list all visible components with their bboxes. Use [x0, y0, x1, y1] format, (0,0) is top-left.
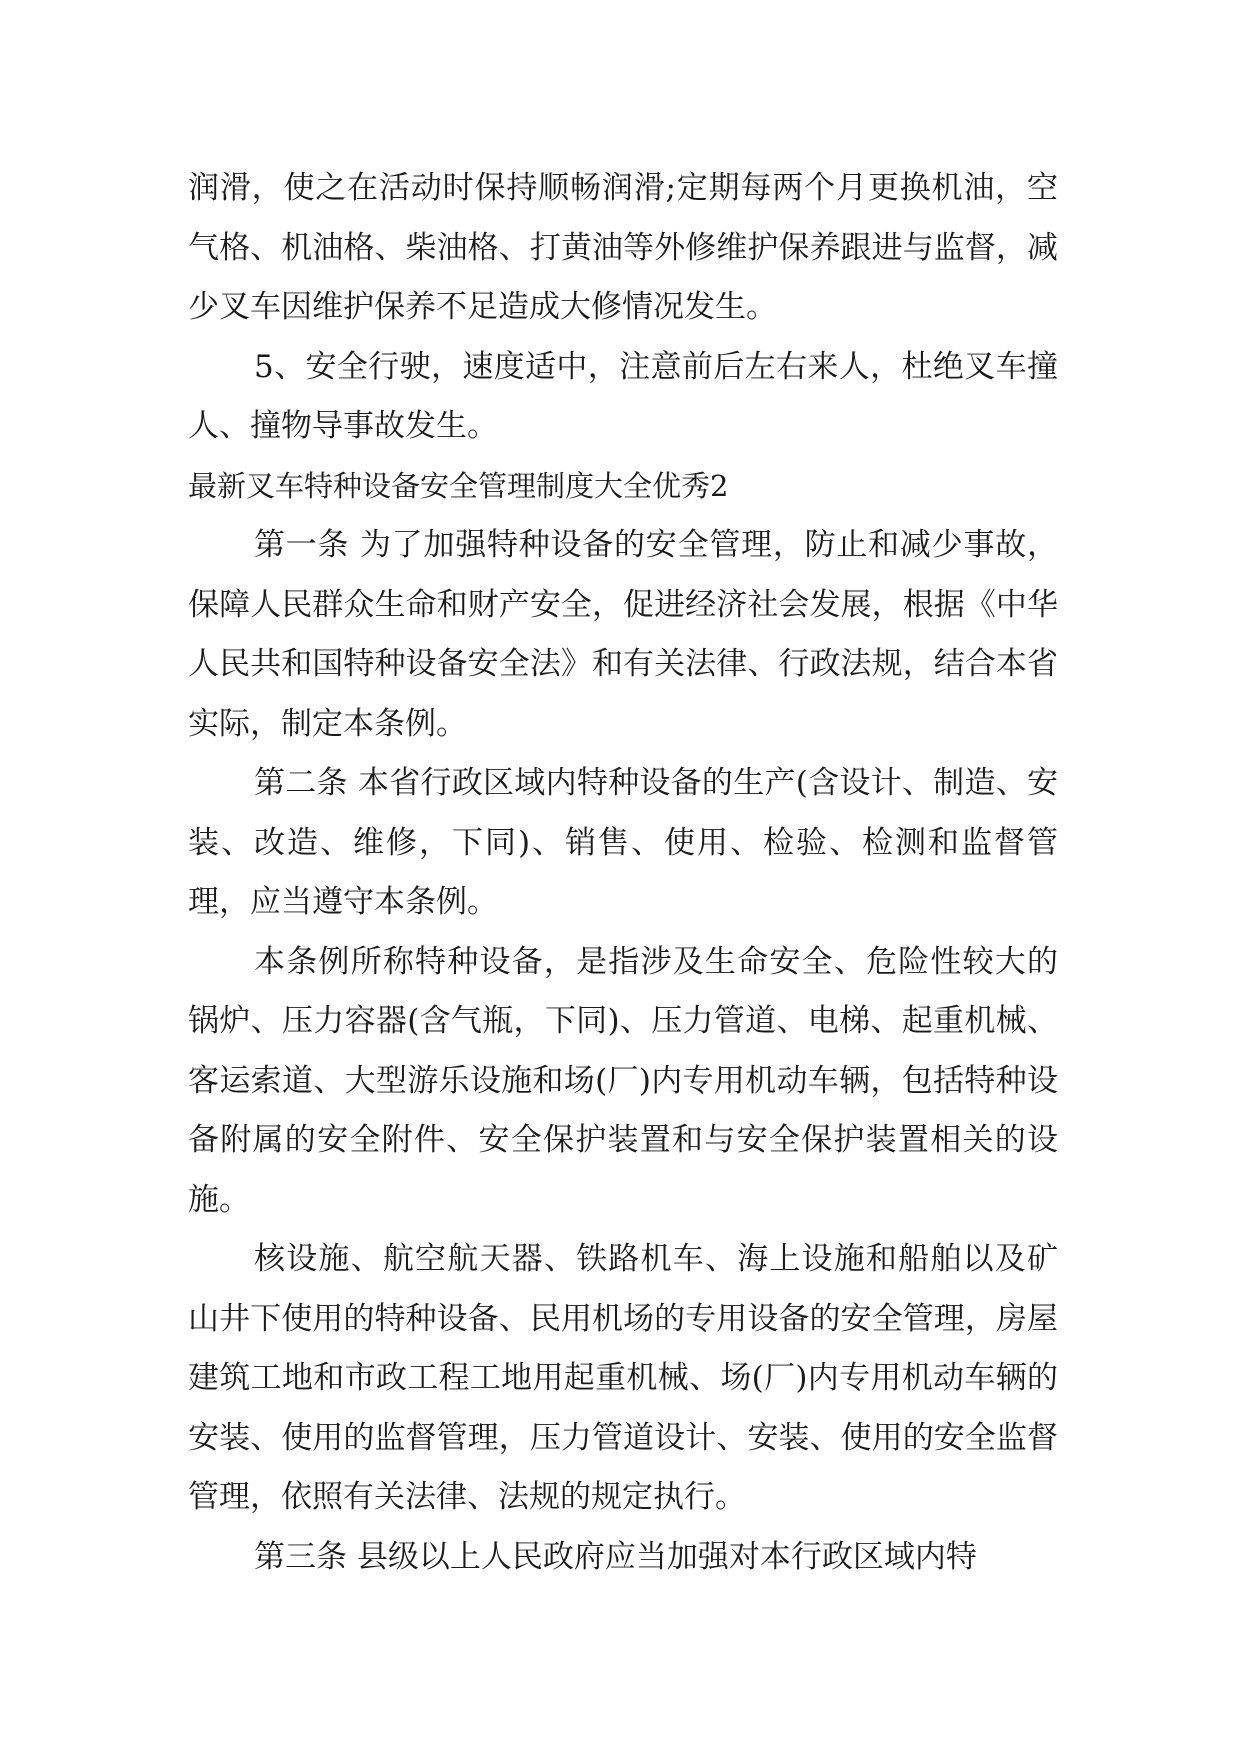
paragraph-maintenance: 润滑，使之在活动时保持顺畅润滑;定期每两个月更换机油，空气格、机油格、柴油格、打黄油等外修维护保养跟进与监督，减少叉车因维护保养不足造成大修情况发生。 [188, 170, 1058, 325]
section-heading: 最新叉车特种设备安全管理制度大全优秀2 [188, 468, 729, 503]
paragraph-exclusions: 核设施、航空航天器、铁路机车、海上设施和船舶以及矿山井下使用的特种设备、民用机场的专用设备的安全管理，房屋建筑工地和市政工程工地用起重机械、场(厂)内专用机动车辆的安装、使用的监督管理，压力管道设计、安装、使用的安全监督管理，依照有关法律、法规的规定执行。 [188, 1241, 1058, 1515]
paragraph-definition: 本条例所称特种设备，是指涉及生命安全、危险性较大的锅炉、压力容器(含气瓶，下同)、压力管道、电梯、起重机械、客运索道、大型游乐设施和场(厂)内专用机动车辆，包括特种设备附属的安全附件、安全保护装置和与安全保护装置相关的设施。 [188, 943, 1058, 1218]
document-body [188, 159, 1058, 1587]
paragraph-article-3: 第三条 县级以上人民政府应当加强对本行政区域内特 [254, 1538, 977, 1575]
paragraph-safe-driving: 5、安全行驶，速度适中，注意前后左右来人，杜绝叉车撞人、撞物导事故发生。 [188, 348, 1058, 444]
paragraph-article-2: 第二条 本省行政区域内特种设备的生产(含设计、制造、安装、改造、维修，下同)、销售、使用、检验、检测和监督管理，应当遵守本条例。 [188, 765, 1058, 920]
paragraph-article-1: 第一条 为了加强特种设备的安全管理，防止和减少事故，保障人民群众生命和财产安全，促进经济社会发展，根据《中华人民共和国特种设备安全法》和有关法律、行政法规，结合本省实际，制定本条例。 [188, 527, 1058, 742]
